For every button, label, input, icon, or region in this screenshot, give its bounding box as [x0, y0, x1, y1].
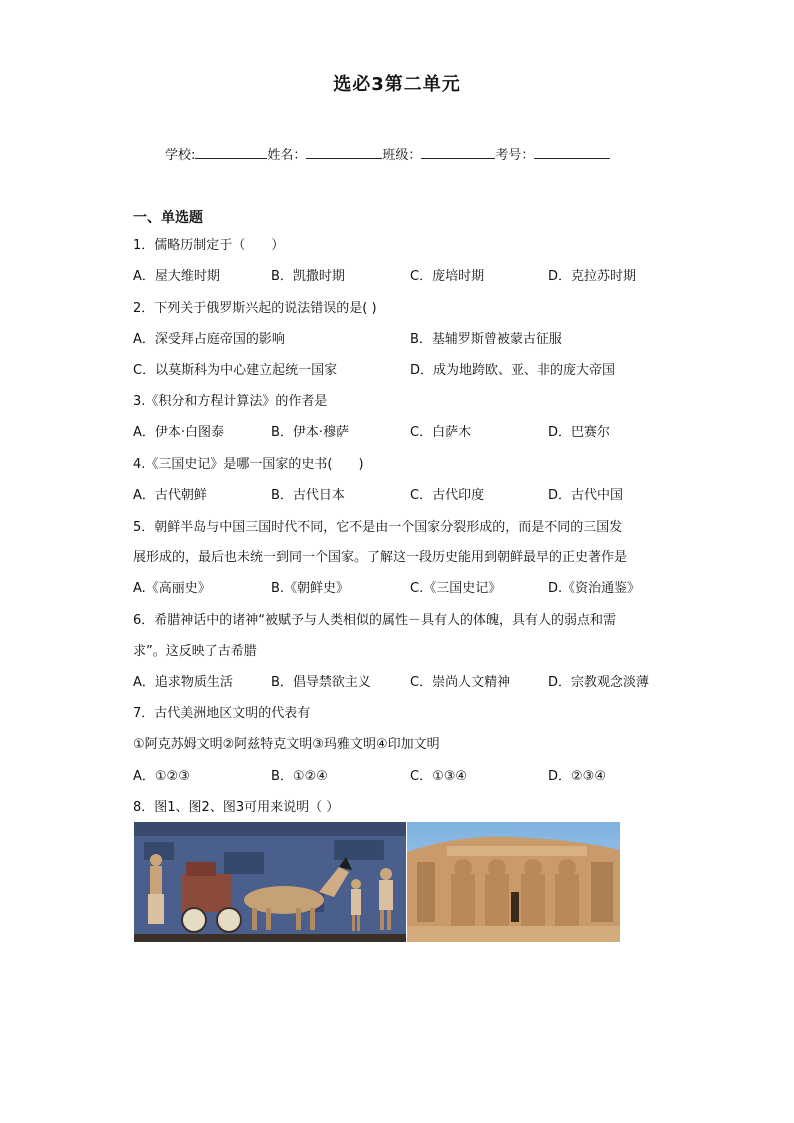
question-7-option-a[interactable]: A．①②③ [133, 769, 190, 784]
question-5-stem-line-1: 5．朝鲜半岛与中国三国时代不同，它不是由一个国家分裂形成的，而是不同的三国发 [133, 520, 623, 535]
question-4-option-d[interactable]: D．古代中国 [548, 488, 624, 503]
question-2-stem: 2．下列关于俄罗斯兴起的说法错误的是( ) [133, 301, 377, 316]
id-label: 考号： [495, 148, 535, 163]
question-2-option-a[interactable]: A．深受拜占庭帝国的影响 [133, 332, 285, 347]
question-4-option-b[interactable]: B．古代日本 [271, 488, 345, 503]
question-3-option-c[interactable]: C．白萨木 [410, 425, 472, 440]
question-3-option-a[interactable]: A．伊本·白图泰 [133, 425, 225, 440]
question-1-stem: 1．儒略历制定于（ ） [133, 238, 285, 253]
question-1-option-b[interactable]: B．凯撒时期 [271, 269, 345, 284]
question-1-option-a[interactable]: A．屋大维时期 [133, 269, 220, 284]
school-blank[interactable] [195, 145, 267, 159]
name-label: 姓名： [267, 148, 307, 163]
class-blank[interactable] [421, 145, 495, 159]
school-label: 学校: [165, 148, 196, 163]
question-4-option-a[interactable]: A．古代朝鲜 [133, 488, 207, 503]
question-7-sub-items: ①阿克苏姆文明②阿兹特克文明③玛雅文明④印加文明 [133, 737, 440, 752]
question-5-option-b[interactable]: B.《朝鲜史》 [271, 581, 350, 596]
section-heading: 一、单选题 [133, 210, 203, 226]
question-6-stem-line-2: 求”。这反映了古希腊 [133, 644, 257, 659]
question-4-option-c[interactable]: C．古代印度 [410, 488, 485, 503]
question-7-option-d[interactable]: D．②③④ [548, 769, 606, 784]
question-3-stem: 3.《积分和方程计算法》的作者是 [133, 394, 328, 409]
class-label: 班级： [382, 148, 422, 163]
figure-2-abu-simbel-temple [407, 822, 620, 942]
question-1-option-d[interactable]: D．克拉苏时期 [548, 269, 637, 284]
question-2-option-d[interactable]: D．成为地跨欧、亚、非的庞大帝国 [410, 363, 616, 378]
figure-1-chariot-mosaic [134, 822, 406, 942]
id-blank[interactable] [534, 145, 610, 159]
page-title: 选必3第二单元 [333, 74, 461, 95]
question-5-option-c[interactable]: C.《三国史记》 [410, 581, 502, 596]
student-info-line [165, 144, 610, 163]
question-6-option-d[interactable]: D．宗教观念淡薄 [548, 675, 650, 690]
name-blank[interactable] [306, 145, 382, 159]
question-7-option-b[interactable]: B．①②④ [271, 769, 328, 784]
question-2-option-c[interactable]: C．以莫斯科为中心建立起统一国家 [133, 363, 338, 378]
question-6-option-a[interactable]: A．追求物质生活 [133, 675, 233, 690]
question-3-option-d[interactable]: D．巴赛尔 [548, 425, 611, 440]
question-4-stem: 4.《三国史记》是哪一国家的史书( ) [133, 457, 364, 472]
question-7-stem: 7．古代美洲地区文明的代表有 [133, 706, 311, 721]
question-5-option-d[interactable]: D.《资治通鉴》 [548, 581, 641, 596]
question-3-option-b[interactable]: B．伊本·穆萨 [271, 425, 350, 440]
question-6-stem-line-1: 6．希腊神话中的诸神“被赋予与人类相似的属性－具有人的体魄，具有人的弱点和需 [133, 613, 617, 628]
question-1-option-c[interactable]: C．庞培时期 [410, 269, 485, 284]
question-6-option-b[interactable]: B．倡导禁欲主义 [271, 675, 371, 690]
question-5-option-a[interactable]: A.《高丽史》 [133, 581, 211, 596]
question-5-stem-line-2: 展形成的，最后也未统一到同一个国家。了解这一段历史能用到朝鲜最早的正史著作是 [133, 550, 628, 565]
question-2-option-b[interactable]: B．基辅罗斯曾被蒙古征服 [410, 332, 562, 347]
question-7-option-c[interactable]: C．①③④ [410, 769, 468, 784]
question-6-option-c[interactable]: C．崇尚人文精神 [410, 675, 511, 690]
question-8-stem: 8．图1、图2、图3可用来说明（ ） [133, 800, 340, 815]
